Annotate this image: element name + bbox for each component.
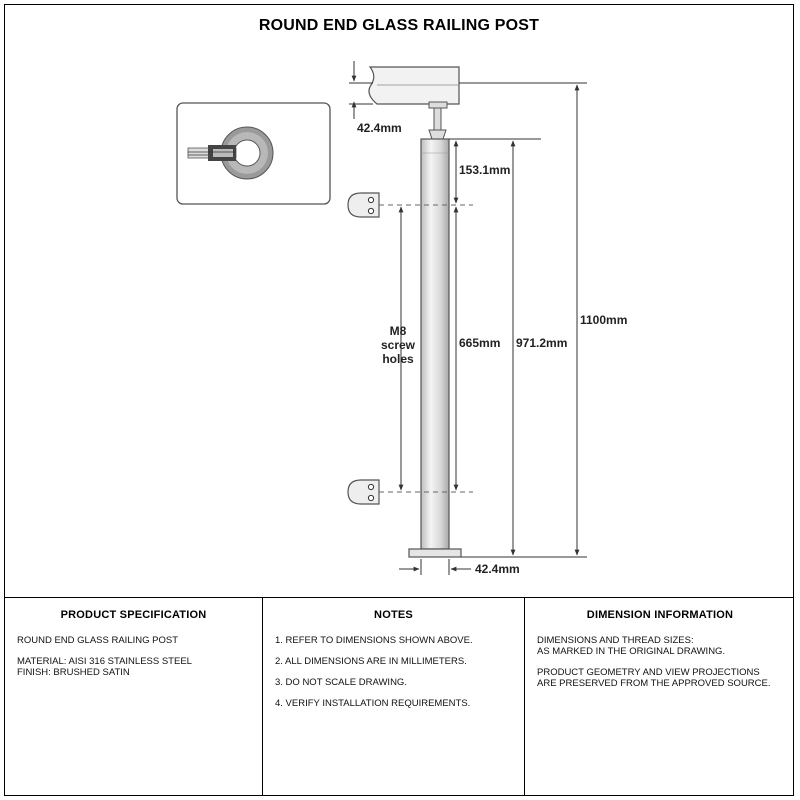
dim-info-line: DIMENSIONS AND THREAD SIZES: <box>537 635 694 646</box>
product-specification-panel <box>5 597 263 795</box>
note-item: 4. VERIFY INSTALLATION REQUIREMENTS. <box>275 698 471 709</box>
glass-clamp-lower <box>348 480 379 504</box>
note-item: 2. ALL DIMENSIONS ARE IN MILLIMETERS. <box>275 656 467 667</box>
label-post-diameter: 42.4mm <box>475 562 520 576</box>
label-screw-spacing: 665mm <box>459 336 501 350</box>
note-item: 3. DO NOT SCALE DRAWING. <box>275 677 407 688</box>
post-bore <box>234 140 260 166</box>
drawing-title: ROUND END GLASS RAILING POST <box>258 17 540 34</box>
label-screw-line2: screw <box>380 338 416 352</box>
label-top-offset: 153.1mm <box>459 163 511 177</box>
label-overall-height: 1100mm <box>580 313 628 327</box>
label-screw-line3: holes <box>382 352 414 366</box>
panel-heading: PRODUCT SPECIFICATION <box>60 609 207 621</box>
panel-heading: DIMENSION INFORMATION <box>586 609 734 621</box>
notes-panel <box>263 597 525 795</box>
glass-clamp-upper <box>348 193 379 217</box>
label-post-height: 971.2mm <box>516 336 568 350</box>
spec-material: MATERIAL: AISI 316 STAINLESS STEEL <box>17 656 192 667</box>
panel-heading: NOTES <box>374 609 413 621</box>
note-item: 1. REFER TO DIMENSIONS SHOWN ABOVE. <box>275 635 473 646</box>
dim-overall-height <box>459 83 587 557</box>
spec-finish: FINISH: BRUSHED SATIN <box>17 667 130 678</box>
dim-post-diameter <box>399 559 471 575</box>
dimension-information-panel <box>525 597 795 795</box>
drawing-sheet <box>4 4 794 796</box>
technical-drawing <box>1 1 800 601</box>
label-handrail-diameter: 42.4mm <box>357 121 402 135</box>
post <box>409 139 461 557</box>
dim-info-line: PRODUCT GEOMETRY AND VIEW PROJECTIONS <box>537 667 760 678</box>
plan-view-inset <box>177 103 330 204</box>
spec-name: ROUND END GLASS RAILING POST <box>17 635 179 646</box>
label-screw-line1: M8 <box>389 324 407 338</box>
dim-info-line: AS MARKED IN THE ORIGINAL DRAWING. <box>537 646 726 657</box>
base-flange <box>409 549 461 557</box>
dim-info-line: ARE PRESERVED FROM THE APPROVED SOURCE. <box>537 678 771 689</box>
